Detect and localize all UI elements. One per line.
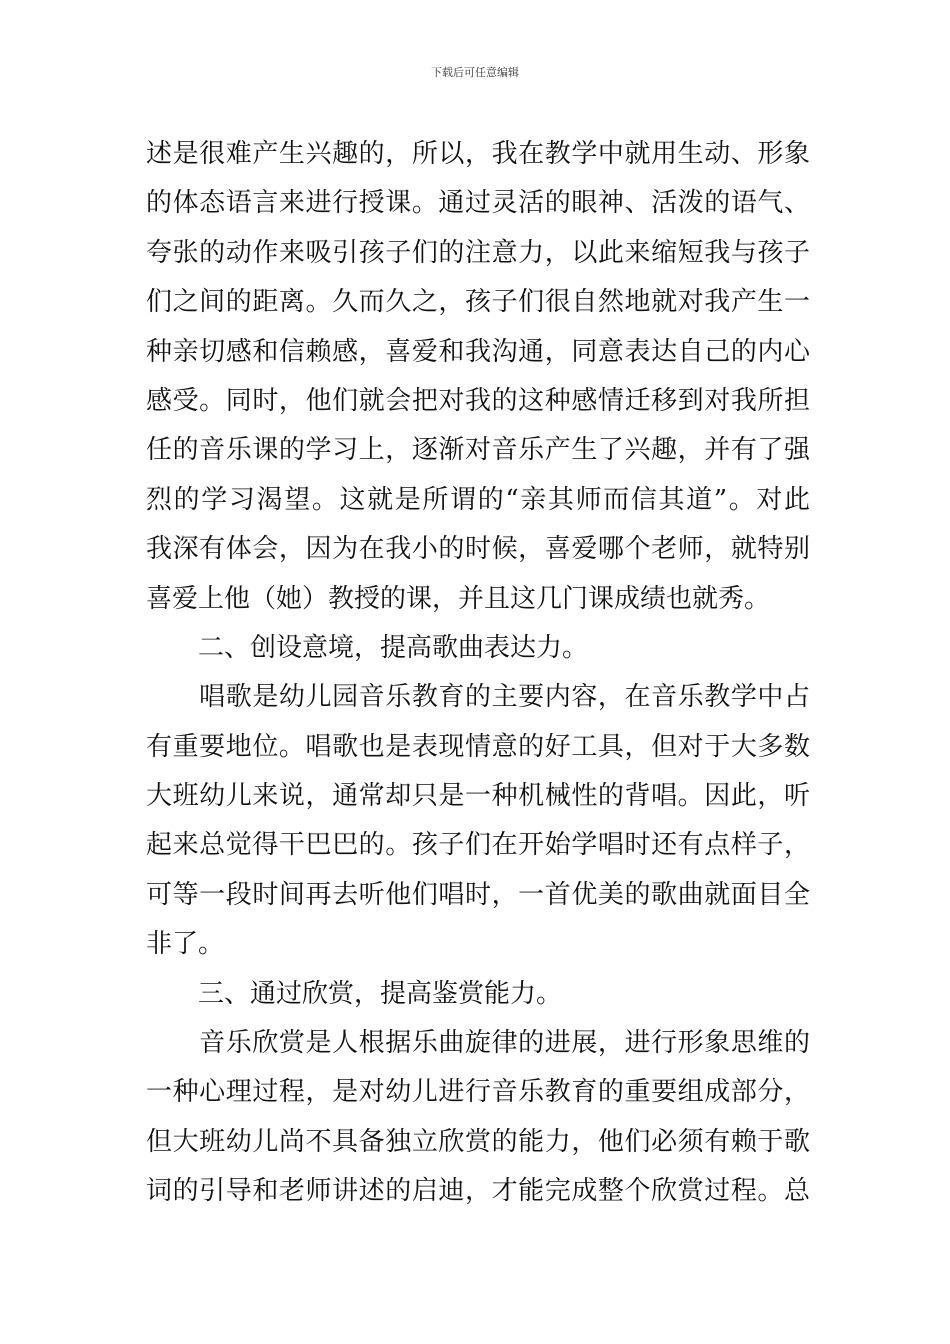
document-body: [146, 130, 810, 1217]
page-header-note: 下载后可任意编辑: [431, 66, 519, 79]
body-line: 我深有体会，因为在我小的时候，喜爱哪个老师，就特别: [146, 534, 810, 565]
body-line: 一种心理过程，是对幼儿进行音乐教育的重要组成部分，: [146, 1077, 810, 1108]
body-line: 夸张的动作来吸引孩子们的注意力，以此来缩短我与孩子: [146, 237, 810, 268]
body-line: 感受。同时，他们就会把对我的这种感情迁移到对我所担: [146, 385, 810, 416]
body-line: 词的引导和老师讲述的启迪，才能完成整个欣赏过程。总: [146, 1176, 810, 1207]
body-line: 音乐欣赏是人根据乐曲旋律的进展，进行形象思维的: [146, 1028, 810, 1059]
body-line: 烈的学习渴望。这就是所谓的“亲其师而信其道”。对此: [146, 484, 810, 515]
body-line: 述是很难产生兴趣的，所以，我在教学中就用生动、形象: [146, 139, 810, 169]
body-line: 种亲切感和信赖感，喜爱和我沟通，同意表达自己的内心: [146, 336, 810, 367]
body-line: 的体态语言来进行授课。通过灵活的眼神、活泼的语气、: [146, 188, 810, 219]
body-line: 有重要地位。唱歌也是表现情意的好工具，但对于大多数: [146, 731, 810, 762]
body-line: 们之间的距离。久而久之，孩子们很自然地就对我产生一: [146, 287, 810, 318]
paragraph-end-line: 非了。: [146, 929, 225, 960]
body-line: 唱歌是幼儿园音乐教育的主要内容，在音乐教学中占: [146, 682, 810, 713]
section-heading-3: 三、通过欣赏，提高鉴赏能力。: [146, 978, 563, 1009]
body-line: 起来总觉得干巴巴的。孩子们在开始学唱时还有点样子，: [146, 830, 810, 861]
body-line: 任的音乐课的学习上，逐渐对音乐产生了兴趣，并有了强: [146, 435, 810, 466]
body-line: 大班幼儿来说，通常却只是一种机械性的背唱。因此，听: [146, 781, 810, 812]
section-heading-2: 二、创设意境，提高歌曲表达力。: [146, 632, 589, 663]
body-line: 但大班幼儿尚不具备独立欣赏的能力，他们必须有赖于歌: [146, 1126, 810, 1157]
paragraph-end-line: 喜爱上他（她）教授的课，并且这几门课成绩也就秀。: [146, 583, 771, 614]
body-line: 可等一段时间再去听他们唱时，一首优美的歌曲就面目全: [146, 879, 810, 910]
